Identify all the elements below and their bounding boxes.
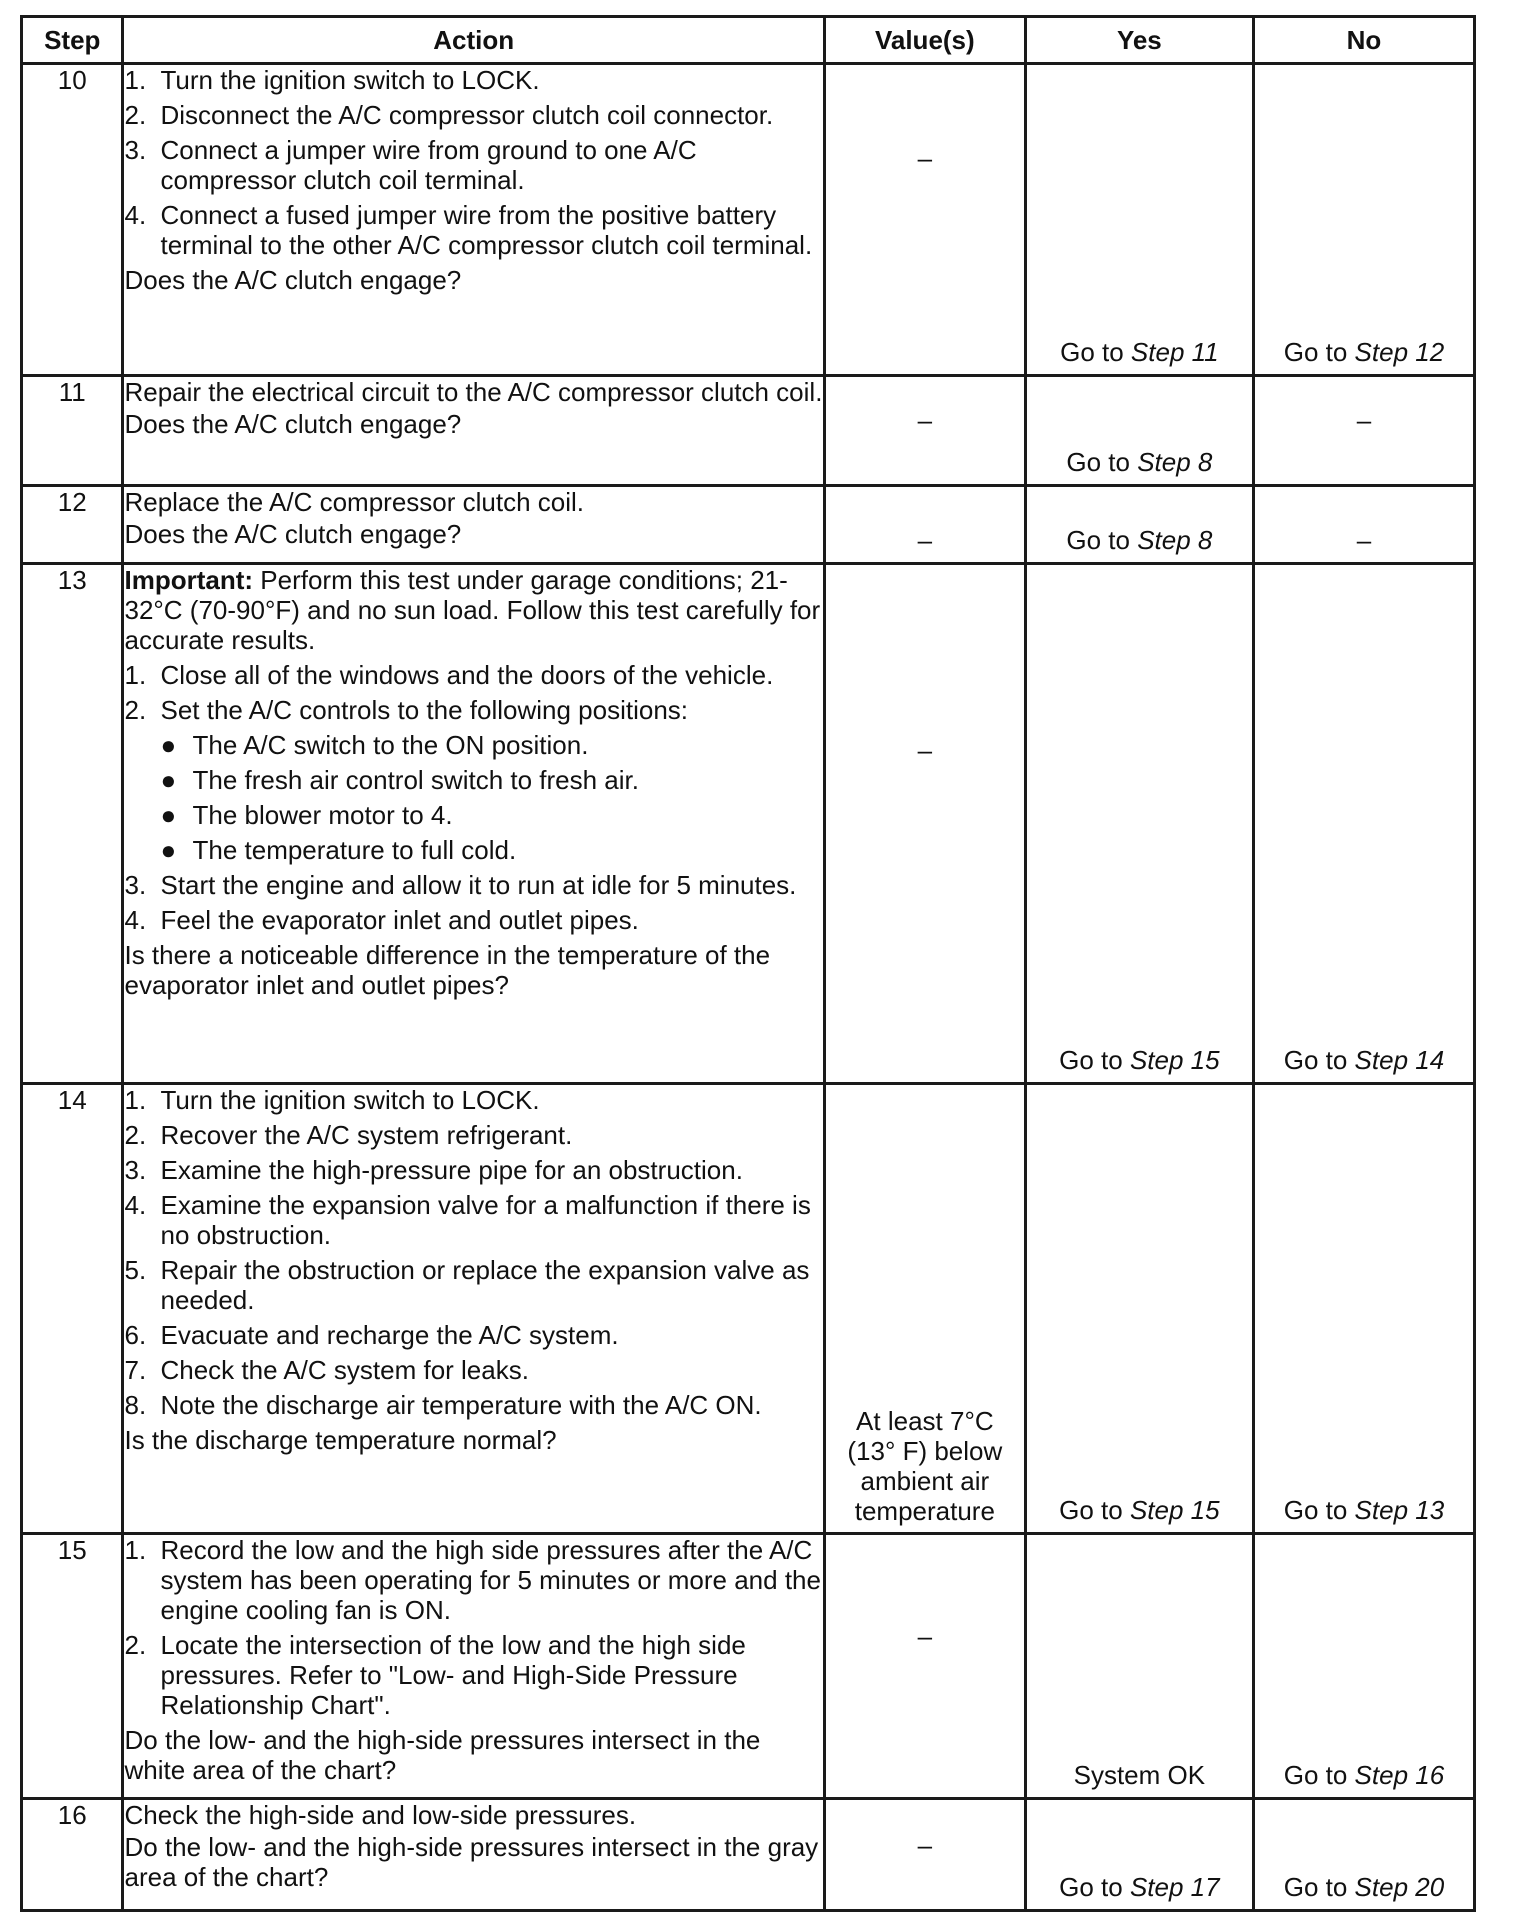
- action-text: Repair the electrical circuit to the A/C compressor clutch coil.: [124, 377, 823, 407]
- no-cell: [1253, 486, 1474, 564]
- bullet-icon: ●: [160, 835, 177, 865]
- bullet-item: ● The A/C switch to the ON position.: [160, 730, 589, 760]
- value-cell: [824, 64, 1025, 376]
- no-cell: [1253, 1534, 1474, 1799]
- table-row: [22, 64, 1475, 376]
- yes-goto: Go to Step 17: [1059, 1872, 1220, 1902]
- action-step: 4. Connect a fused jumper wire from the positive battery terminal to the other A/C compressor clutch coil terminal.: [124, 200, 813, 260]
- no-cell: [1253, 376, 1474, 486]
- no-goto: Go to Step 20: [1283, 1872, 1445, 1902]
- value-cell: [824, 1799, 1025, 1911]
- value-cell: [824, 376, 1025, 486]
- value-text: –: [917, 143, 933, 173]
- value-text: –: [917, 1621, 933, 1651]
- step-number: 12: [22, 486, 123, 564]
- action-question: Is there a noticeable difference in the temperature of the evaporator inlet and outlet pipes?: [124, 940, 771, 1000]
- yes-cell: [1025, 64, 1253, 376]
- action-question: Is the discharge temperature normal?: [124, 1425, 557, 1455]
- value-text: –: [917, 405, 933, 435]
- no-goto: Go to Step 16: [1283, 1760, 1445, 1790]
- diagnostic-table: [20, 15, 1476, 1912]
- table-row: [22, 1534, 1475, 1799]
- table-row: [22, 1084, 1475, 1534]
- action-text: Check the high-side and low-side pressures.: [124, 1800, 637, 1830]
- action-cell: [123, 1084, 824, 1534]
- no-cell: [1253, 1084, 1474, 1534]
- action-cell: [123, 1534, 824, 1799]
- no-text: –: [1356, 525, 1372, 555]
- action-cell: [123, 64, 824, 376]
- table-row: [22, 564, 1475, 1084]
- no-cell: [1253, 64, 1474, 376]
- action-cell: [123, 486, 824, 564]
- yes-goto: Go to Step 15: [1059, 1045, 1220, 1075]
- no-text: –: [1356, 405, 1372, 435]
- value-cell: [824, 1084, 1025, 1534]
- yes-text: System OK: [1073, 1760, 1206, 1790]
- action-question: Do the low- and the high-side pressures intersect in the white area of the chart?: [124, 1725, 761, 1785]
- table-row: [22, 486, 1475, 564]
- action-step: 2. Disconnect the A/C compressor clutch coil connector.: [124, 100, 774, 130]
- yes-cell: [1025, 1799, 1253, 1911]
- yes-goto: Go to Step 8: [1066, 447, 1213, 477]
- action-question: Do the low- and the high-side pressures intersect in the gray area of the chart?: [124, 1832, 819, 1892]
- table-row: [22, 376, 1475, 486]
- value-cell: [824, 486, 1025, 564]
- action-step: 7. Check the A/C system for leaks.: [124, 1355, 529, 1385]
- action-step: 1. Turn the ignition switch to LOCK.: [124, 1085, 540, 1115]
- yes-cell: [1025, 376, 1253, 486]
- bullet-item: ● The fresh air control switch to fresh air.: [160, 765, 639, 795]
- table-header-row: [22, 17, 1475, 64]
- yes-goto: Go to Step 11: [1060, 337, 1219, 367]
- action-question: Does the A/C clutch engage?: [124, 265, 462, 295]
- value-text: At least 7°C (13° F) below ambient air temperature: [847, 1406, 1003, 1526]
- action-step: 8. Note the discharge air temperature with the A/C ON.: [124, 1390, 762, 1420]
- header-step: Step: [22, 17, 123, 64]
- action-cell: [123, 376, 824, 486]
- action-step: 5. Repair the obstruction or replace the expansion valve as needed.: [124, 1255, 810, 1315]
- action-step: 2. Locate the intersection of the low and the high side pressures. Refer to "Low- and High-Side Pressure Relationship Chart".: [124, 1630, 746, 1720]
- action-step: 3. Start the engine and allow it to run at idle for 5 minutes.: [124, 870, 797, 900]
- bullet-icon: ●: [160, 765, 177, 795]
- action-question: Does the A/C clutch engage?: [124, 519, 462, 549]
- action-text: Replace the A/C compressor clutch coil.: [124, 487, 585, 517]
- step-number: 13: [22, 564, 123, 1084]
- important-note: Important: Perform this test under garage conditions; 21-32°C (70-90°F) and no sun load. Follow this test carefully for accurate results.: [124, 565, 821, 655]
- header-yes: Yes: [1025, 17, 1253, 64]
- header-no: No: [1253, 17, 1474, 64]
- bullet-item: ● The blower motor to 4.: [160, 800, 453, 830]
- yes-goto: Go to Step 15: [1059, 1495, 1220, 1525]
- action-step: 1. Close all of the windows and the doors of the vehicle.: [124, 660, 774, 690]
- action-step: 1. Record the low and the high side pressures after the A/C system has been operating for 5 minutes or more and the engine cooling fan is ON.: [124, 1535, 821, 1625]
- no-goto: Go to Step 12: [1283, 337, 1445, 367]
- step-number: 10: [22, 64, 123, 376]
- step-number: 11: [22, 376, 123, 486]
- no-cell: [1253, 564, 1474, 1084]
- action-step: 1. Turn the ignition switch to LOCK.: [124, 65, 540, 95]
- value-cell: [824, 1534, 1025, 1799]
- yes-goto: Go to Step 8: [1066, 525, 1213, 555]
- yes-cell: [1025, 1084, 1253, 1534]
- step-number: 16: [22, 1799, 123, 1911]
- yes-cell: [1025, 564, 1253, 1084]
- header-values: Value(s): [824, 17, 1025, 64]
- action-step: 3. Examine the high-pressure pipe for an obstruction.: [124, 1155, 743, 1185]
- action-step: 2. Set the A/C controls to the following positions:: [124, 695, 688, 725]
- action-question: Does the A/C clutch engage?: [124, 409, 462, 439]
- action-step: 6. Evacuate and recharge the A/C system.: [124, 1320, 619, 1350]
- header-action: Action: [123, 17, 824, 64]
- action-cell: [123, 564, 824, 1084]
- value-text: –: [917, 1830, 933, 1860]
- table-row: [22, 1799, 1475, 1911]
- value-text: –: [917, 525, 933, 555]
- yes-cell: [1025, 486, 1253, 564]
- action-step: 4. Examine the expansion valve for a malfunction if there is no obstruction.: [124, 1190, 811, 1250]
- value-text: –: [917, 735, 933, 765]
- step-number: 15: [22, 1534, 123, 1799]
- no-goto: Go to Step 13: [1283, 1495, 1445, 1525]
- bullet-icon: ●: [160, 730, 177, 760]
- action-step: 2. Recover the A/C system refrigerant.: [124, 1120, 573, 1150]
- value-cell: [824, 564, 1025, 1084]
- bullet-icon: ●: [160, 800, 177, 830]
- no-goto: Go to Step 14: [1283, 1045, 1445, 1075]
- action-cell: [123, 1799, 824, 1911]
- action-step: 4. Feel the evaporator inlet and outlet pipes.: [124, 905, 639, 935]
- yes-cell: [1025, 1534, 1253, 1799]
- bullet-item: ● The temperature to full cold.: [160, 835, 517, 865]
- step-number: 14: [22, 1084, 123, 1534]
- no-cell: [1253, 1799, 1474, 1911]
- action-step: 3. Connect a jumper wire from ground to one A/C compressor clutch coil terminal.: [124, 135, 697, 195]
